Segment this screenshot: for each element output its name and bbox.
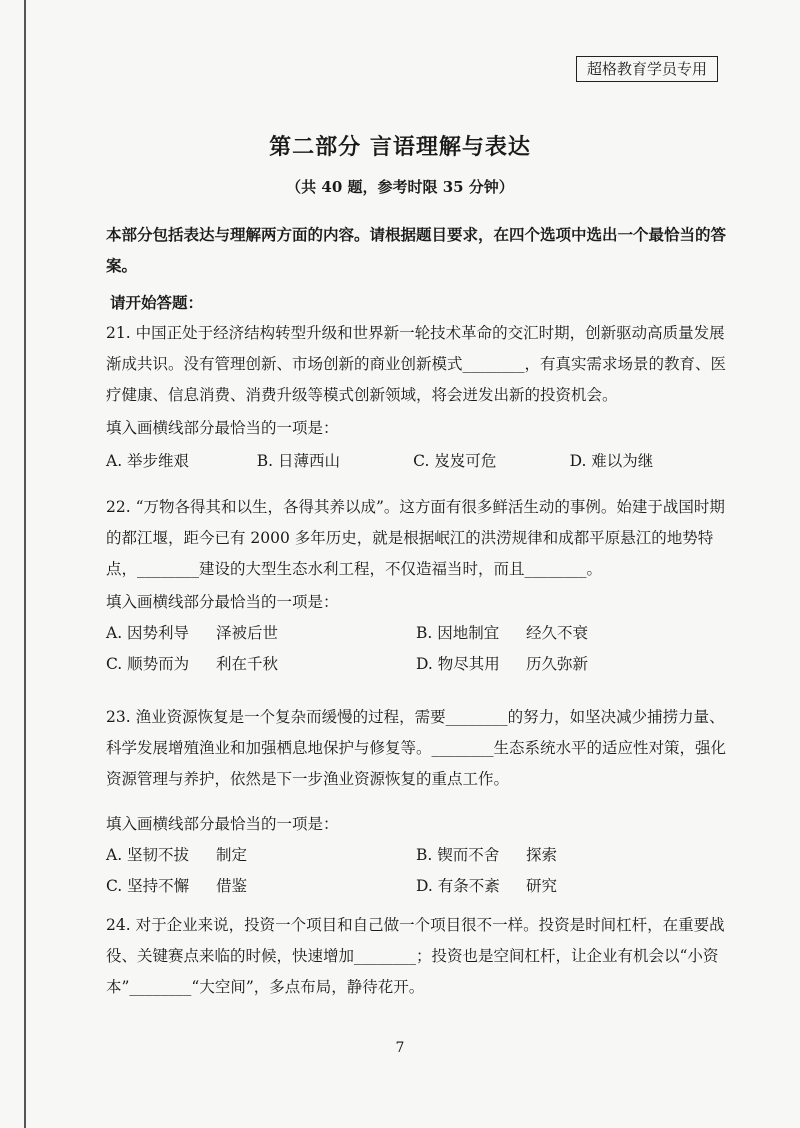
question-24 <box>106 910 726 1003</box>
question-23-prompt: 填入画横线部分最恰当的一项是： <box>106 815 339 833</box>
option-d: D. 难以为继 <box>569 452 654 470</box>
option-a: A. 举步维艰 <box>106 452 190 470</box>
instructions <box>106 220 726 282</box>
section-subtitle: （共 40 题，参考时限 35 分钟） <box>286 178 514 196</box>
start-prompt: 请开始答题： <box>110 294 204 312</box>
question-22-options-row-1 <box>106 618 726 649</box>
question-23-options-row-1 <box>106 840 726 871</box>
question-23-options-row-2 <box>106 871 726 902</box>
question-21-prompt: 填入画横线部分最恰当的一项是： <box>106 419 339 437</box>
section-title: 第二部分 言语理解与表达 <box>269 135 531 160</box>
student-use-stamp: 超格教育学员专用 <box>576 56 718 82</box>
option-b: B. 日薄西山 <box>256 452 341 470</box>
option-c: C. 顺势而为 利在千秋 <box>106 655 279 673</box>
instructions-text: 本部分包括表达与理解两方面的内容。请根据题目要求，在四个选项中选出一个最恰当的答案。 <box>106 226 727 275</box>
question-23-text: 23. 渔业资源恢复是一个复杂而缓慢的过程，需要________的努力，如坚决减少捕捞力量、科学发展增殖渔业和加强栖息地保护与修复等。________生态系统水平的适应性对策，强化资源管理与养护，依然是下一步渔业资源恢复的重点工作。 <box>106 708 727 788</box>
question-21-options <box>106 446 726 477</box>
option-d: D. 有条不紊 研究 <box>416 877 558 895</box>
page-number: 7 <box>395 1040 405 1056</box>
question-21-text: 21. 中国正处于经济结构转型升级和世界新一轮技术革命的交汇时期，创新驱动高质量发展渐成共识。没有管理创新、市场创新的商业创新模式________，有真实需求场景的教育、医疗健康、信息消费、消费升级等模式创新领域，将会迸发出新的投资机会。 <box>106 324 727 404</box>
option-d: D. 物尽其用 历久弥新 <box>416 655 589 673</box>
option-a: A. 坚韧不拔 制定 <box>106 846 248 864</box>
option-c: C. 坚持不懈 借鉴 <box>106 877 248 895</box>
option-b: B. 因地制宜 经久不衰 <box>416 624 589 642</box>
question-22-prompt: 填入画横线部分最恰当的一项是： <box>106 593 339 611</box>
option-c: C. 岌岌可危 <box>413 452 497 470</box>
question-22 <box>106 492 726 680</box>
question-24-text: 24. 对于企业来说，投资一个项目和自己做一个项目很不一样。投资是时间杠杆，在重要战役、关键赛点来临的时候，快速增加________；投资也是空间杠杆，让企业有机会以“小资本”________“大空间”，多点布局，静待花开。 <box>106 916 725 996</box>
question-21 <box>106 318 726 477</box>
question-22-options-row-2 <box>106 649 726 680</box>
binding-edge-line <box>24 0 26 1128</box>
question-22-text: 22. “万物各得其和以生，各得其养以成”。这方面有很多鲜活生动的事例。始建于战国时期的都江堰，距今已有 2000 多年历史，就是根据岷江的洪涝规律和成都平原悬江的地势特点，________建设的大型生态水利工程，不仅造福当时，而且________。 <box>106 498 725 578</box>
option-a: A. 因势利导 泽被后世 <box>106 624 279 642</box>
question-23 <box>106 702 726 902</box>
option-b: B. 锲而不舍 探索 <box>416 846 558 864</box>
